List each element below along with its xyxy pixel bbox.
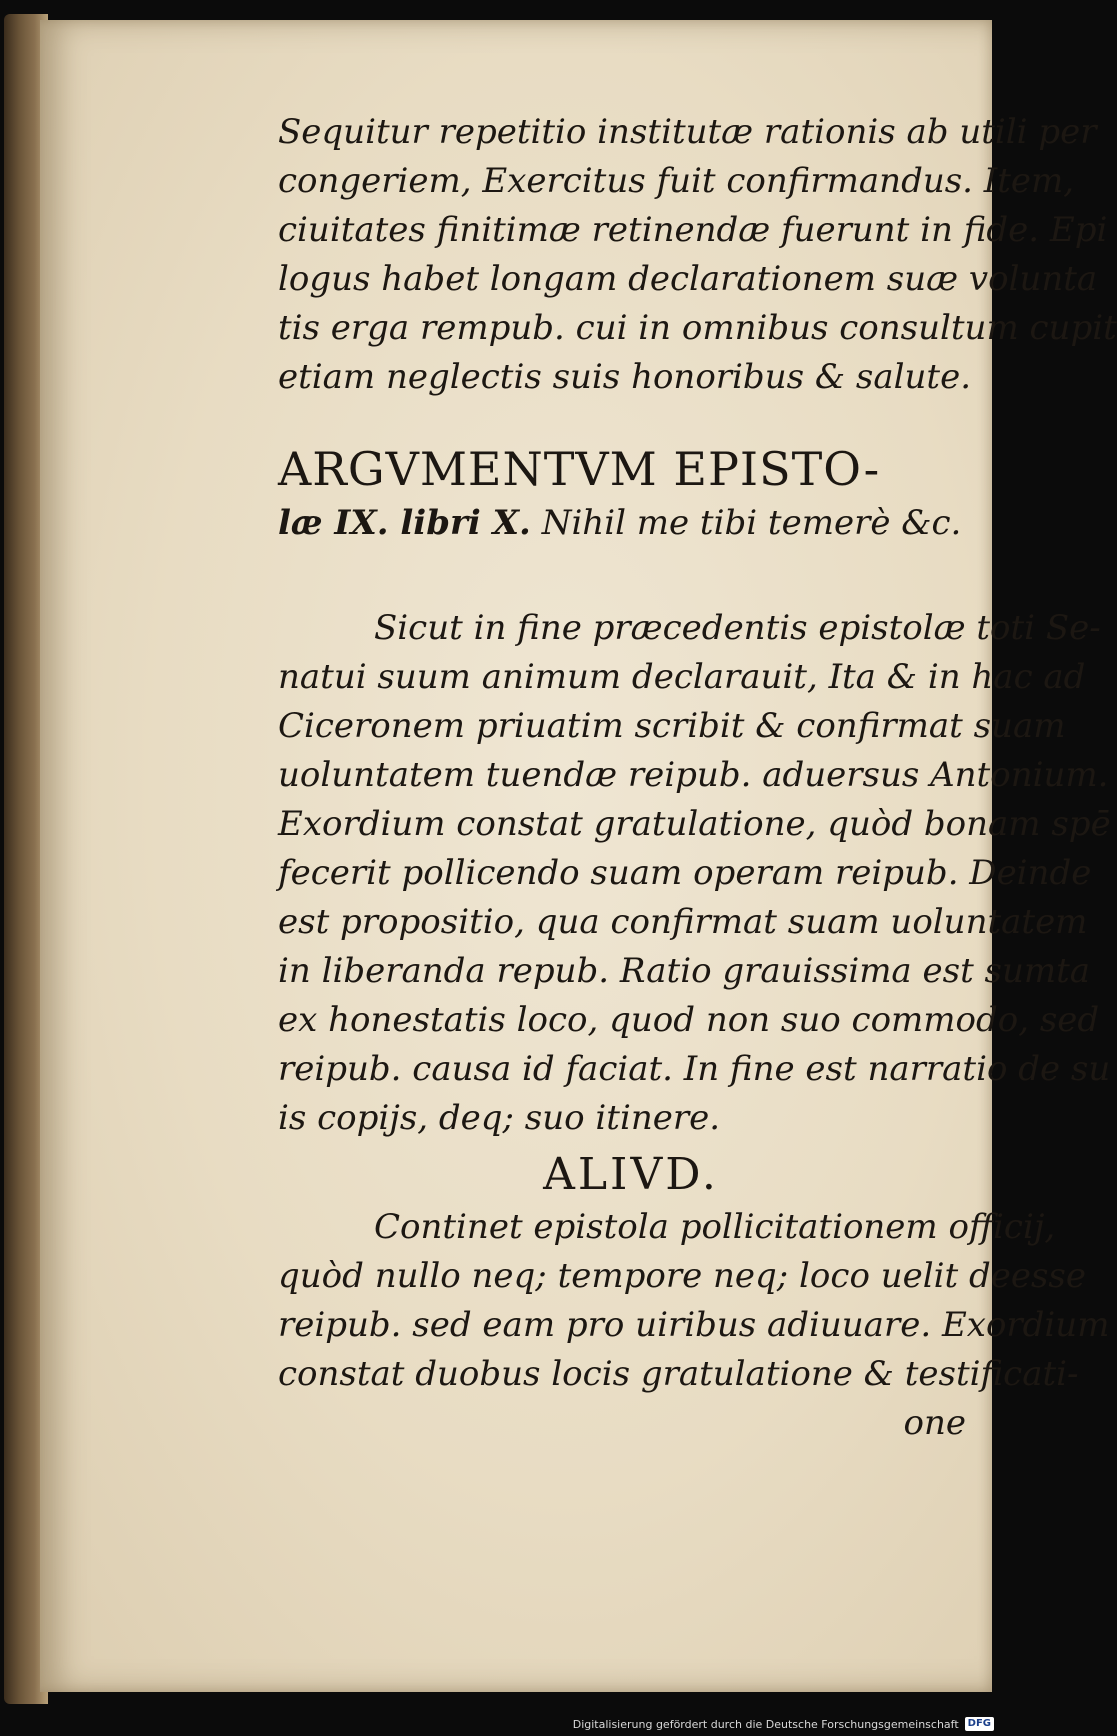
text-line: fecerit pollicendo suam operam reipub. Deinde (278, 853, 1092, 893)
heading-line-2-bold: læ IX. libri X. (278, 503, 531, 543)
text-line: Sicut in fine præcedentis epistolæ toti Se- (374, 608, 1101, 648)
spacer (278, 550, 984, 604)
paragraph-2 (278, 604, 1111, 1143)
text-line: Sequitur repetitio institutæ rationis ab utili per (278, 112, 1097, 152)
text-line: quòd nullo neq; tempore neq; loco uelit deesse (278, 1256, 1086, 1296)
text-line: logus habet longam declarationem suæ volunta (278, 259, 1098, 299)
text-line: is copijs, deq; suo itinere. (278, 1098, 721, 1138)
heading-line-2-rest: Nihil me tibi temerè &c. (541, 503, 962, 543)
aliud-heading: ALIVD. (543, 1149, 719, 1200)
dfg-logo-icon: DFG (965, 1717, 994, 1731)
text-line: natui suum animum declarauit, Ita & in hac ad (278, 657, 1086, 697)
text-line: Exordium constat gratulatione, quòd bonam spē (278, 804, 1111, 844)
heading-line-2 (278, 496, 984, 550)
page-text (278, 108, 1117, 1448)
catchword: one (903, 1403, 966, 1443)
heading-line-1: ARGVMENTVM EPISTO- (278, 442, 881, 496)
text-line: reipub. causa id faciat. In fine est narratio de su (278, 1049, 1111, 1089)
text-line: est propositio, qua confirmat suam uoluntatem (278, 902, 1088, 942)
paragraph-1 (278, 108, 1117, 402)
text-line: ciuitates finitimæ retinendæ fuerunt in fide. Epi (278, 210, 1108, 250)
text-line: etiam neglectis suis honoribus & salute. (278, 357, 971, 397)
text-line: Continet epistola pollicitationem officij, (374, 1207, 1056, 1247)
text-line: uoluntatem tuendæ reipub. aduersus Antonium. (278, 755, 1109, 795)
text-line: ex honestatis loco, quod non suo commodo, sed (278, 1000, 1100, 1040)
funding-credit: Digitalisierung gefördert durch die Deutsche Forschungsgemeinschaft (572, 1717, 959, 1731)
text-line: Ciceronem priuatim scribit & confirmat suam (278, 706, 1066, 746)
section-heading (278, 442, 984, 550)
text-line: constat duobus locis gratulatione & testificati- (278, 1354, 1079, 1394)
paragraph-3 (278, 1203, 1110, 1448)
text-line: tis erga rempub. cui in omnibus consultum cupit (278, 308, 1117, 348)
digitization-footer (573, 1714, 994, 1734)
text-line: congeriem, Exercitus fuit confirmandus. Item, (278, 161, 1075, 201)
text-line: reipub. sed eam pro uiribus adiuuare. Exordium (278, 1305, 1110, 1345)
text-line: in liberanda repub. Ratio grauissima est sumta (278, 951, 1091, 991)
